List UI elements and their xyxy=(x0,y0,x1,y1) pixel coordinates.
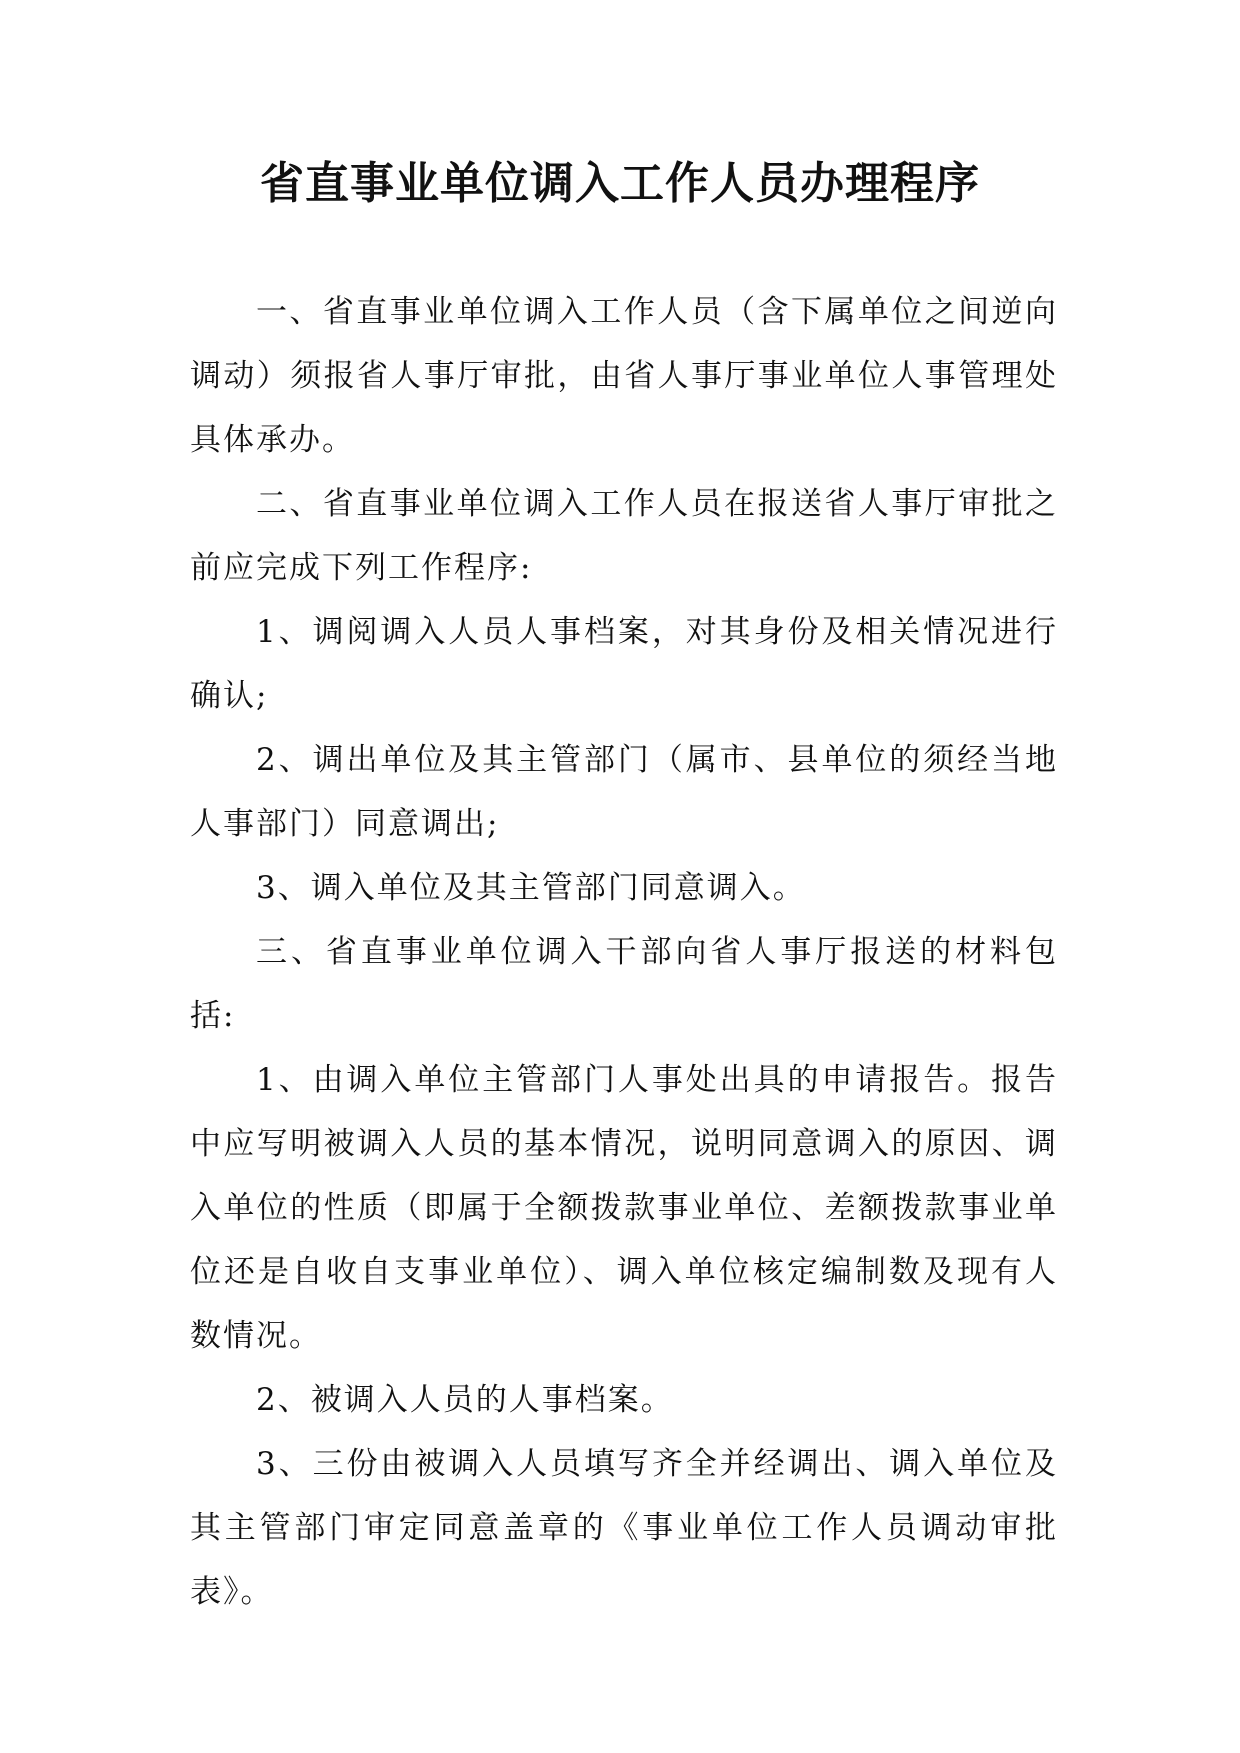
document-title: 省直事业单位调入工作人员办理程序 xyxy=(260,158,980,209)
paragraph-3: 1、调阅调入人员人事档案，对其身份及相关情况进行确认; xyxy=(190,614,1058,714)
paragraph-6: 三、省直事业单位调入干部向省人事厅报送的材料包括: xyxy=(190,934,1058,1034)
paragraph-8: 2、被调入人员的人事档案。 xyxy=(256,1382,674,1418)
paragraph-4: 2、调出单位及其主管部门（属市、县单位的须经当地人事部门）同意调出; xyxy=(190,742,1058,842)
document-body xyxy=(190,280,1058,1624)
paragraph-1: 一、省直事业单位调入工作人员（含下属单位之间逆向调动）须报省人事厅审批，由省人事厅事业单位人事管理处具体承办。 xyxy=(190,294,1058,458)
paragraph-7: 1、由调入单位主管部门人事处出具的申请报告。报告中应写明被调入人员的基本情况，说明同意调入的原因、调入单位的性质（即属于全额拨款事业单位、差额拨款事业单位还是自收自支事业单位）、调入单位核定编制数及现有人数情况。 xyxy=(190,1062,1058,1354)
paragraph-2: 二、省直事业单位调入工作人员在报送省人事厅审批之前应完成下列工作程序: xyxy=(190,486,1058,586)
paragraph-5: 3、调入单位及其主管部门同意调入。 xyxy=(256,870,806,906)
paragraph-9: 3、三份由被调入人员填写齐全并经调出、调入单位及其主管部门审定同意盖章的《事业单位工作人员调动审批表》。 xyxy=(190,1446,1058,1610)
